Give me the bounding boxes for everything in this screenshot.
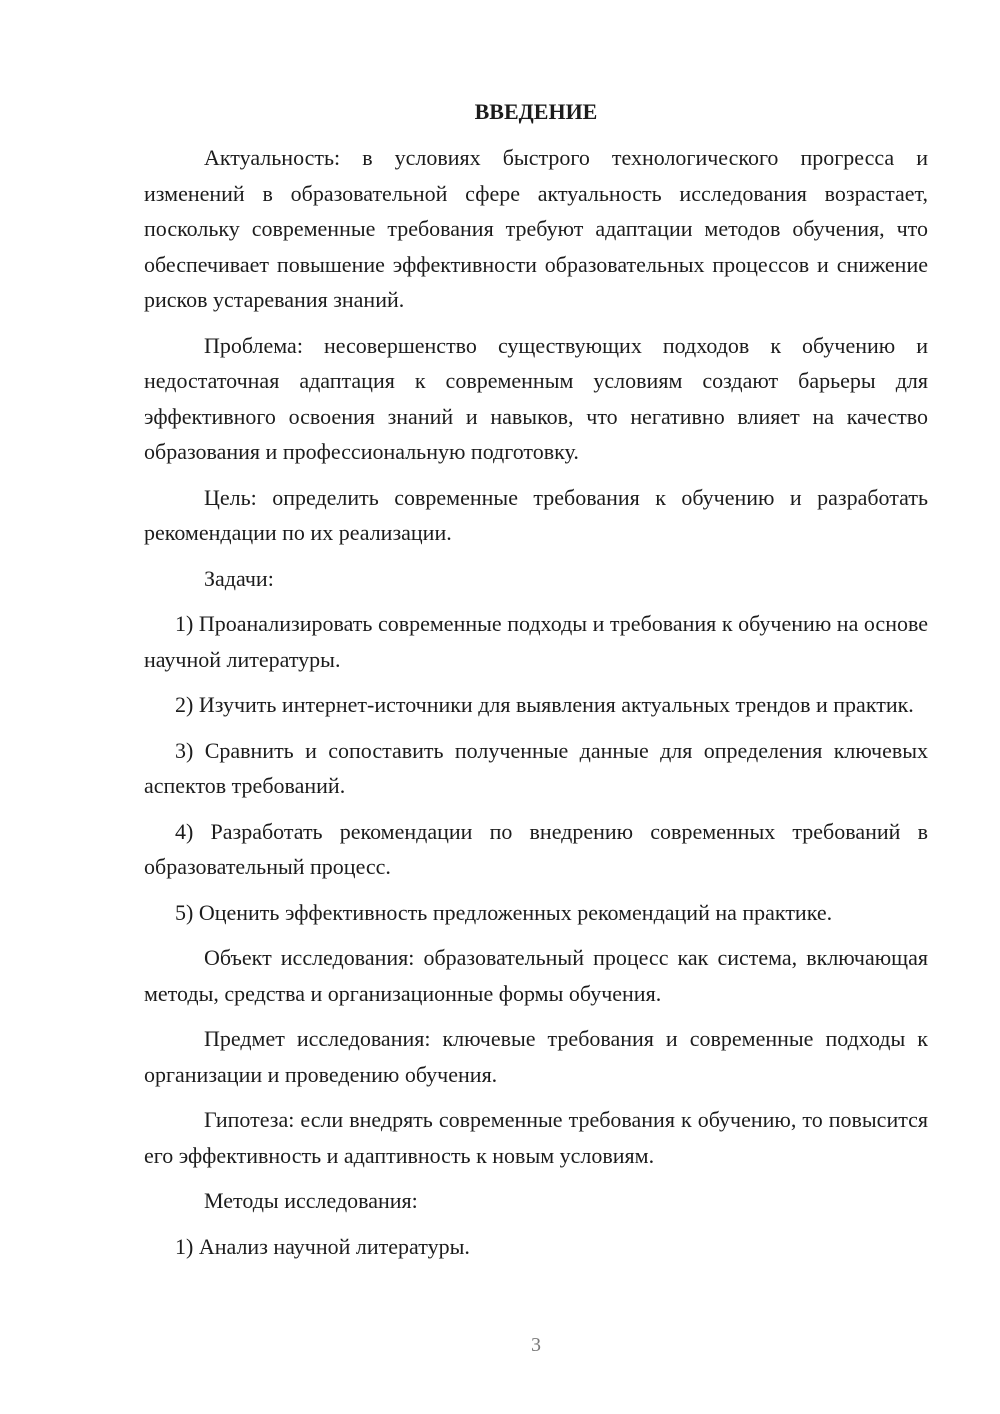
page-number: 3 [531, 1334, 541, 1356]
page-content [144, 94, 928, 1274]
task-item-2: 2) Изучить интернет-источники для выявления актуальных трендов и практик. [175, 692, 914, 717]
paragraph-hypothesis: Гипотеза: если внедрять современные требования к обучению, то повысится его эффективность и адаптивность к новым условиям. [144, 1107, 928, 1168]
task-item-4: 4) Разработать рекомендации по внедрению современных требований в образовательный процесс. [144, 818, 928, 879]
paragraph-relevance: Актуальность: в условиях быстрого технологического прогресса и изменений в образовательной сфере актуальность исследования возрастает, поскольку современные требования требуют адаптации методов обучения, что обеспечивает повышение эффективности образовательных процессов и снижение рисков устаревания знаний. [144, 145, 928, 312]
paragraph-tasks-heading: Задачи: [204, 565, 274, 591]
section-title: ВВЕДЕНИЕ [474, 99, 598, 124]
paragraph-goal: Цель: определить современные требования к обучению и разработать рекомендации по их реализации. [144, 484, 928, 545]
paragraph-object: Объект исследования: образовательный процесс как система, включающая методы, средства и организационные формы обучения. [144, 945, 928, 1006]
paragraph-subject: Предмет исследования: ключевые требования и современные подходы к организации и проведению обучения. [144, 1026, 928, 1087]
method-item-1: 1) Анализ научной литературы. [175, 1233, 470, 1259]
paragraph-problem: Проблема: несовершенство существующих подходов к обучению и недостаточная адаптация к современным условиям создают барьеры для эффективного освоения знаний и навыков, что негативно влияет на качество образования и профессиональную подготовку. [144, 332, 928, 464]
task-item-3: 3) Сравнить и сопоставить полученные данные для определения ключевых аспектов требований. [144, 737, 928, 798]
paragraph-methods-heading: Методы исследования: [204, 1188, 418, 1213]
task-item-1: 1) Проанализировать современные подходы и требования к обучению на основе научной литературы. [144, 611, 928, 672]
task-item-5: 5) Оценить эффективность предложенных рекомендаций на практике. [175, 899, 833, 925]
